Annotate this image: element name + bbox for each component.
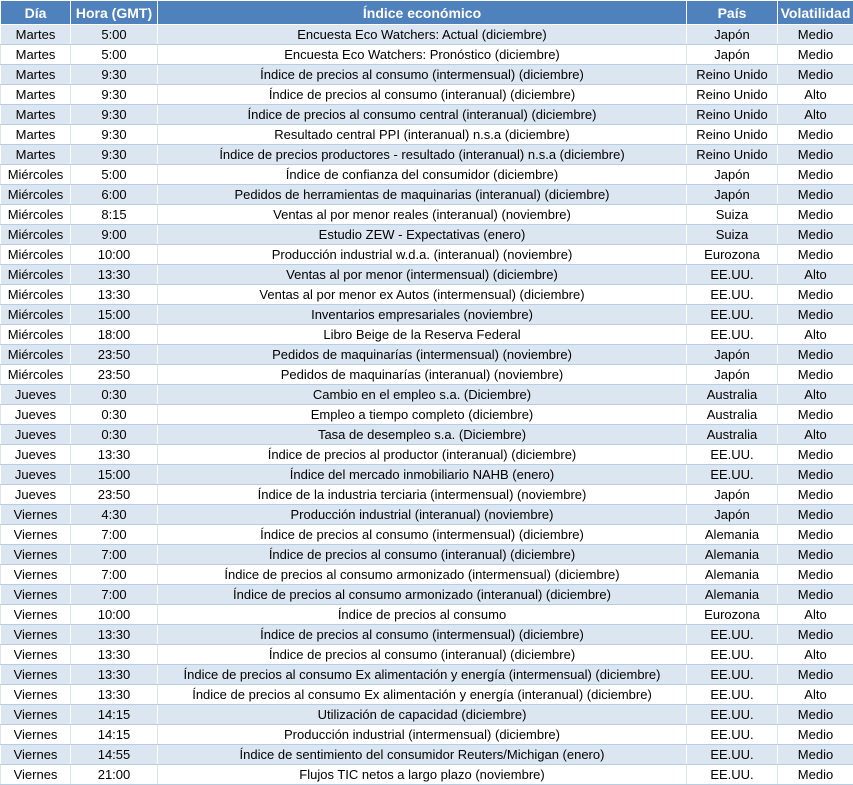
cell-day: Viernes [1, 625, 71, 645]
cell-volatility: Alto [778, 685, 853, 705]
cell-day: Jueves [1, 425, 71, 445]
cell-indicator: Producción industrial w.d.a. (interanual) (noviembre) [158, 245, 687, 265]
cell-time: 9:30 [71, 105, 158, 125]
cell-time: 5:00 [71, 165, 158, 185]
cell-time: 23:50 [71, 365, 158, 385]
cell-volatility: Medio [778, 25, 853, 45]
cell-time: 7:00 [71, 525, 158, 545]
cell-volatility: Medio [778, 245, 853, 265]
cell-time: 13:30 [71, 265, 158, 285]
cell-indicator: Estudio ZEW - Expectativas (enero) [158, 225, 687, 245]
cell-country: EE.UU. [687, 285, 778, 305]
cell-volatility: Medio [778, 465, 853, 485]
cell-time: 13:30 [71, 645, 158, 665]
cell-time: 7:00 [71, 545, 158, 565]
cell-country: EE.UU. [687, 445, 778, 465]
table-row [1, 265, 853, 285]
cell-indicator: Libro Beige de la Reserva Federal [158, 325, 687, 345]
cell-country: EE.UU. [687, 625, 778, 645]
cell-country: Japón [687, 345, 778, 365]
cell-day: Miércoles [1, 245, 71, 265]
cell-day: Miércoles [1, 365, 71, 385]
table-row [1, 145, 853, 165]
cell-country: EE.UU. [687, 325, 778, 345]
cell-day: Jueves [1, 445, 71, 465]
cell-time: 21:00 [71, 765, 158, 785]
cell-day: Miércoles [1, 165, 71, 185]
cell-volatility: Medio [778, 285, 853, 305]
cell-country: Alemania [687, 525, 778, 545]
cell-indicator: Pedidos de herramientas de maquinarias (interanual) (diciembre) [158, 185, 687, 205]
cell-indicator: Índice de confianza del consumidor (diciembre) [158, 165, 687, 185]
cell-country: Reino Unido [687, 105, 778, 125]
header-country: País [687, 1, 778, 25]
cell-volatility: Medio [778, 625, 853, 645]
cell-time: 13:30 [71, 685, 158, 705]
cell-time: 10:00 [71, 605, 158, 625]
cell-country: Alemania [687, 545, 778, 565]
cell-volatility: Medio [778, 185, 853, 205]
table-row [1, 585, 853, 605]
table-row [1, 385, 853, 405]
cell-day: Viernes [1, 585, 71, 605]
cell-day: Viernes [1, 605, 71, 625]
cell-country: Australia [687, 385, 778, 405]
table-row [1, 305, 853, 325]
cell-day: Viernes [1, 645, 71, 665]
cell-volatility: Alto [778, 265, 853, 285]
table-row [1, 165, 853, 185]
cell-country: Reino Unido [687, 85, 778, 105]
table-body [1, 25, 853, 785]
table-row [1, 125, 853, 145]
cell-country: Reino Unido [687, 125, 778, 145]
cell-country: EE.UU. [687, 665, 778, 685]
cell-day: Viernes [1, 765, 71, 785]
table-row [1, 325, 853, 345]
cell-indicator: Encuesta Eco Watchers: Actual (diciembre) [158, 25, 687, 45]
cell-indicator: Índice de sentimiento del consumidor Reuters/Michigan (enero) [158, 745, 687, 765]
cell-country: EE.UU. [687, 685, 778, 705]
table-header [1, 1, 853, 25]
cell-volatility: Medio [778, 665, 853, 685]
table-row [1, 425, 853, 445]
cell-day: Jueves [1, 385, 71, 405]
cell-indicator: Índice de precios al consumo [158, 605, 687, 625]
cell-day: Viernes [1, 525, 71, 545]
cell-country: Japón [687, 365, 778, 385]
cell-country: Japón [687, 25, 778, 45]
cell-indicator: Ventas al por menor reales (interanual) (noviembre) [158, 205, 687, 225]
cell-volatility: Medio [778, 765, 853, 785]
cell-day: Martes [1, 65, 71, 85]
cell-indicator: Índice de precios al consumo armonizado (intermensual) (diciembre) [158, 565, 687, 585]
cell-day: Miércoles [1, 265, 71, 285]
cell-volatility: Medio [778, 745, 853, 765]
cell-volatility: Medio [778, 125, 853, 145]
cell-day: Martes [1, 105, 71, 125]
cell-time: 9:30 [71, 65, 158, 85]
cell-volatility: Medio [778, 65, 853, 85]
cell-time: 5:00 [71, 25, 158, 45]
cell-volatility: Alto [778, 325, 853, 345]
cell-volatility: Medio [778, 565, 853, 585]
table-row [1, 625, 853, 645]
cell-volatility: Medio [778, 225, 853, 245]
cell-country: EE.UU. [687, 305, 778, 325]
cell-day: Martes [1, 145, 71, 165]
table-row [1, 345, 853, 365]
cell-indicator: Índice de precios al consumo (interanual) (diciembre) [158, 545, 687, 565]
cell-indicator: Producción industrial (interanual) (noviembre) [158, 505, 687, 525]
cell-time: 0:30 [71, 425, 158, 445]
cell-time: 14:55 [71, 745, 158, 765]
cell-volatility: Medio [778, 365, 853, 385]
table-row [1, 745, 853, 765]
cell-indicator: Índice de precios al consumo Ex alimentación y energía (interanual) (diciembre) [158, 685, 687, 705]
table-row [1, 545, 853, 565]
cell-indicator: Producción industrial (intermensual) (diciembre) [158, 725, 687, 745]
cell-volatility: Medio [778, 485, 853, 505]
cell-time: 14:15 [71, 705, 158, 725]
cell-day: Jueves [1, 465, 71, 485]
cell-indicator: Pedidos de maquinarías (interanual) (noviembre) [158, 365, 687, 385]
table-row [1, 85, 853, 105]
cell-time: 9:00 [71, 225, 158, 245]
cell-time: 5:00 [71, 45, 158, 65]
cell-indicator: Cambio en el empleo s.a. (Diciembre) [158, 385, 687, 405]
table-row [1, 285, 853, 305]
cell-indicator: Ventas al por menor ex Autos (intermensual) (diciembre) [158, 285, 687, 305]
cell-time: 6:00 [71, 185, 158, 205]
cell-country: Suiza [687, 205, 778, 225]
cell-indicator: Índice de precios al consumo (intermensual) (diciembre) [158, 625, 687, 645]
cell-day: Viernes [1, 505, 71, 525]
cell-time: 23:50 [71, 485, 158, 505]
cell-volatility: Medio [778, 505, 853, 525]
cell-day: Martes [1, 125, 71, 145]
table-row [1, 105, 853, 125]
cell-time: 9:30 [71, 85, 158, 105]
cell-time: 8:15 [71, 205, 158, 225]
cell-day: Miércoles [1, 225, 71, 245]
cell-volatility: Medio [778, 405, 853, 425]
cell-day: Miércoles [1, 345, 71, 365]
cell-indicator: Encuesta Eco Watchers: Pronóstico (diciembre) [158, 45, 687, 65]
cell-indicator: Índice de precios al consumo (interanual) (diciembre) [158, 645, 687, 665]
cell-indicator: Utilización de capacidad (diciembre) [158, 705, 687, 725]
cell-country: Japón [687, 45, 778, 65]
cell-indicator: Pedidos de maquinarías (intermensual) (noviembre) [158, 345, 687, 365]
cell-volatility: Medio [778, 305, 853, 325]
cell-volatility: Medio [778, 725, 853, 745]
table-row [1, 485, 853, 505]
cell-time: 9:30 [71, 125, 158, 145]
cell-day: Viernes [1, 545, 71, 565]
cell-country: EE.UU. [687, 265, 778, 285]
cell-volatility: Medio [778, 585, 853, 605]
cell-time: 23:50 [71, 345, 158, 365]
cell-day: Viernes [1, 745, 71, 765]
table-row [1, 405, 853, 425]
cell-country: Alemania [687, 585, 778, 605]
cell-country: Reino Unido [687, 145, 778, 165]
table-row [1, 65, 853, 85]
table-row [1, 225, 853, 245]
table-row [1, 725, 853, 745]
table-row [1, 45, 853, 65]
cell-country: Suiza [687, 225, 778, 245]
table-row [1, 525, 853, 545]
cell-time: 13:30 [71, 285, 158, 305]
table-row [1, 445, 853, 465]
cell-indicator: Índice del mercado inmobiliario NAHB (enero) [158, 465, 687, 485]
cell-time: 13:30 [71, 625, 158, 645]
cell-country: EE.UU. [687, 765, 778, 785]
table-row [1, 185, 853, 205]
cell-indicator: Tasa de desempleo s.a. (Diciembre) [158, 425, 687, 445]
cell-country: EE.UU. [687, 725, 778, 745]
cell-volatility: Medio [778, 345, 853, 365]
cell-country: Japón [687, 185, 778, 205]
cell-country: Reino Unido [687, 65, 778, 85]
table-row [1, 645, 853, 665]
cell-country: Japón [687, 485, 778, 505]
cell-day: Viernes [1, 665, 71, 685]
cell-time: 9:30 [71, 145, 158, 165]
cell-volatility: Medio [778, 145, 853, 165]
cell-volatility: Medio [778, 165, 853, 185]
cell-volatility: Alto [778, 385, 853, 405]
cell-indicator: Índice de precios al consumo armonizado (interanual) (diciembre) [158, 585, 687, 605]
cell-country: EE.UU. [687, 645, 778, 665]
cell-day: Miércoles [1, 185, 71, 205]
cell-day: Miércoles [1, 325, 71, 345]
cell-country: Australia [687, 425, 778, 445]
cell-indicator: Índice de precios al consumo (intermensual) (diciembre) [158, 525, 687, 545]
table-row [1, 465, 853, 485]
header-row [1, 1, 853, 25]
header-time: Hora (GMT) [71, 1, 158, 25]
cell-time: 15:00 [71, 465, 158, 485]
cell-time: 14:15 [71, 725, 158, 745]
cell-volatility: Alto [778, 605, 853, 625]
cell-indicator: Inventarios empresariales (noviembre) [158, 305, 687, 325]
table-row [1, 505, 853, 525]
cell-indicator: Resultado central PPI (interanual) n.s.a (diciembre) [158, 125, 687, 145]
cell-volatility: Medio [778, 205, 853, 225]
cell-country: Eurozona [687, 605, 778, 625]
header-indicator: Índice económico [158, 1, 687, 25]
cell-day: Viernes [1, 725, 71, 745]
cell-country: Eurozona [687, 245, 778, 265]
cell-indicator: Índice de precios productores - resultado (interanual) n.s.a (diciembre) [158, 145, 687, 165]
cell-time: 0:30 [71, 385, 158, 405]
cell-volatility: Alto [778, 425, 853, 445]
cell-time: 13:30 [71, 445, 158, 465]
cell-country: Alemania [687, 565, 778, 585]
cell-volatility: Alto [778, 85, 853, 105]
cell-day: Miércoles [1, 205, 71, 225]
cell-country: EE.UU. [687, 465, 778, 485]
cell-country: Japón [687, 165, 778, 185]
cell-time: 10:00 [71, 245, 158, 265]
cell-volatility: Medio [778, 45, 853, 65]
cell-indicator: Índice de precios al consumo central (interanual) (diciembre) [158, 105, 687, 125]
cell-indicator: Empleo a tiempo completo (diciembre) [158, 405, 687, 425]
cell-day: Martes [1, 45, 71, 65]
cell-indicator: Índice de precios al consumo (intermensual) (diciembre) [158, 65, 687, 85]
table-row [1, 765, 853, 785]
table-row [1, 665, 853, 685]
cell-indicator: Índice de la industria terciaria (intermensual) (noviembre) [158, 485, 687, 505]
table-row [1, 705, 853, 725]
cell-day: Martes [1, 85, 71, 105]
cell-volatility: Alto [778, 105, 853, 125]
cell-day: Miércoles [1, 305, 71, 325]
cell-time: 18:00 [71, 325, 158, 345]
cell-indicator: Índice de precios al consumo (interanual) (diciembre) [158, 85, 687, 105]
cell-volatility: Medio [778, 525, 853, 545]
cell-indicator: Flujos TIC netos a largo plazo (noviembre) [158, 765, 687, 785]
cell-time: 7:00 [71, 585, 158, 605]
header-volatility: Volatilidad [778, 1, 853, 25]
cell-volatility: Medio [778, 705, 853, 725]
cell-day: Viernes [1, 685, 71, 705]
cell-volatility: Medio [778, 445, 853, 465]
table-row [1, 245, 853, 265]
cell-indicator: Índice de precios al consumo Ex alimentación y energía (intermensual) (diciembre) [158, 665, 687, 685]
cell-country: Japón [687, 505, 778, 525]
table-row [1, 205, 853, 225]
cell-country: Australia [687, 405, 778, 425]
cell-day: Martes [1, 25, 71, 45]
cell-day: Viernes [1, 565, 71, 585]
cell-country: EE.UU. [687, 705, 778, 725]
cell-time: 15:00 [71, 305, 158, 325]
table-row [1, 365, 853, 385]
cell-time: 0:30 [71, 405, 158, 425]
cell-country: EE.UU. [687, 745, 778, 765]
cell-day: Viernes [1, 705, 71, 725]
cell-day: Miércoles [1, 285, 71, 305]
table-row [1, 605, 853, 625]
cell-volatility: Medio [778, 545, 853, 565]
table-row [1, 685, 853, 705]
cell-indicator: Ventas al por menor (intermensual) (diciembre) [158, 265, 687, 285]
cell-day: Jueves [1, 485, 71, 505]
cell-time: 4:30 [71, 505, 158, 525]
header-day: Día [1, 1, 71, 25]
table-row [1, 25, 853, 45]
cell-day: Jueves [1, 405, 71, 425]
cell-time: 13:30 [71, 665, 158, 685]
table-row [1, 565, 853, 585]
cell-volatility: Alto [778, 645, 853, 665]
cell-time: 7:00 [71, 565, 158, 585]
cell-indicator: Índice de precios al productor (interanual) (diciembre) [158, 445, 687, 465]
